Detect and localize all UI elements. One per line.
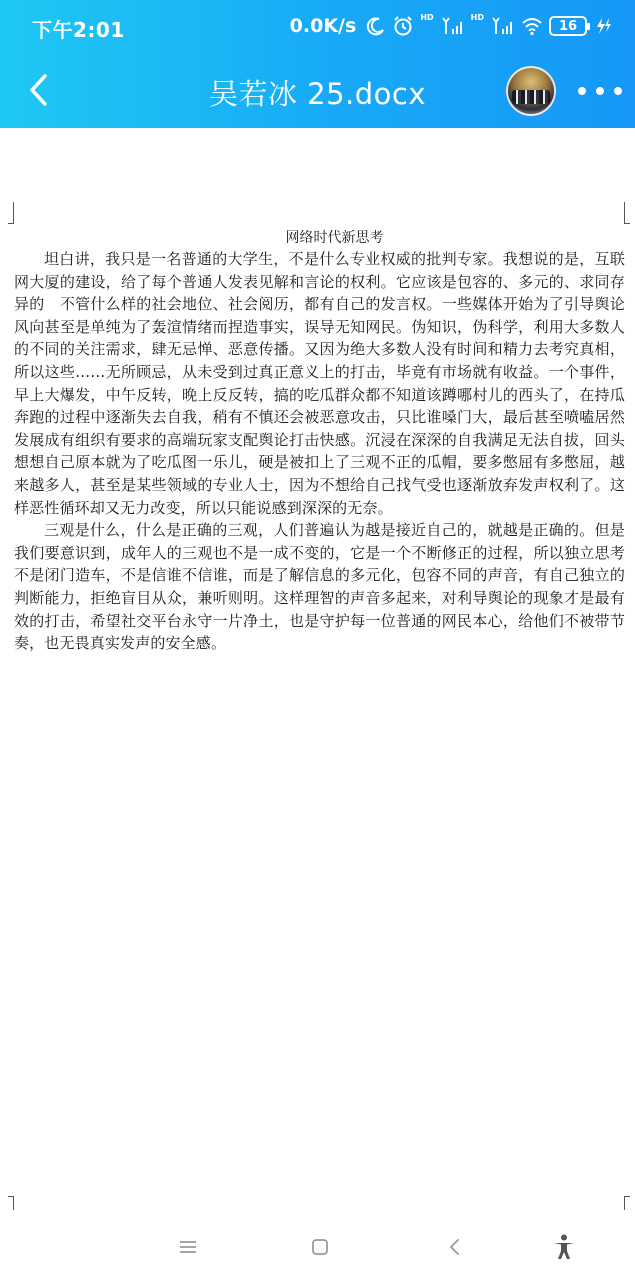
crop-mark (624, 1196, 630, 1210)
crop-mark (624, 202, 630, 224)
back-triangle-icon (447, 1237, 461, 1257)
more-dots-icon (578, 87, 586, 95)
status-time: 下午2:01 (32, 18, 125, 42)
signal-icon (491, 14, 515, 38)
hd-label: HD (470, 13, 484, 22)
status-bar (0, 0, 635, 54)
wifi-icon (521, 14, 543, 38)
document-page[interactable] (0, 128, 635, 1210)
crop-mark (8, 1196, 14, 1210)
top-app-bar (0, 0, 635, 128)
more-dots-icon (614, 87, 622, 95)
menu-icon (178, 1239, 198, 1255)
charging-icon (593, 14, 613, 38)
moon-icon (366, 14, 386, 38)
crop-mark (8, 202, 14, 224)
document-title: 吴若冰 25.docx (208, 77, 427, 111)
avatar[interactable] (506, 66, 556, 116)
home-square-icon (310, 1237, 330, 1257)
signal-icon (441, 14, 465, 38)
more-options-button[interactable] (578, 76, 622, 106)
title-bar (0, 54, 635, 128)
network-speed: 0.0K/s (289, 15, 357, 37)
system-back-button[interactable] (440, 1232, 468, 1262)
home-button[interactable] (306, 1232, 334, 1262)
menu-button[interactable] (174, 1232, 202, 1262)
accessibility-button[interactable] (548, 1232, 580, 1262)
more-dots-icon (596, 87, 604, 95)
battery-icon: 16 (549, 16, 587, 36)
system-navigation-bar (0, 1210, 635, 1284)
hd-label: HD (420, 13, 434, 22)
paragraph: 坦白讲，我只是一名普通的大学生，不是什么专业权威的批判专家。我想说的是，互联网大厦的建设，给了每个普通人发表见解和言论的权利。它应该是包容的、多元的、求同存异的 不管什么样的社会地位、社会阅历，都有自己的发言权。一些媒体开始为了引导舆论风向甚至是单纯为了轰渲情绪而捏造事实，误导无知网民。伪知识，伪科学，利用大多数人的不同的关注需求，肆无忌惮、恶意传播。又因为绝大多数人没有时间和精力去考究真相，所以这些……无所顾忌，从未受到过真正意义上的打击，毕竟有市场就有收益。一个事件，早上大爆发，中午反转，晚上反反转，搞的吃瓜群众都不知道该蹲哪村儿的西头了，在持瓜奔跑的过程中逐渐失去自我，稍有不慎还会被恶意攻击，只比谁嗓门大，最后甚至喷嗑居然发展成有组织有要求的高端玩家支配舆论打击快感。沉浸在深深的自我满足无法自拔，回头想想自己原本就为了吃瓜图一乐儿，硬是被扣上了三观不正的瓜帽，要多憋屈有多憋屈，越来越多人，甚至是某些领域的专业人士，因为不想给自己找气受也逐渐放弃发声权利了。这样恶性循环却又无力改变，所以只能说感到深深的无奈。 (14, 250, 625, 517)
alarm-icon (392, 14, 414, 38)
paragraph: 三观是什么，什么是正确的三观，人们普遍认为越是接近自己的，就越是正确的。但是我们要意识到，成年人的三观也不是一成不变的，它是一个不断修正的过程，所以独立思考不是闭门造车，不是信谁不信谁，而是了解信息的多元化，包容不同的声音，有自己独立的判断能力，拒绝盲目从众，兼听则明。这样理智的声音多起来，对利导舆论的现象才是最有效的打击，希望社交平台永守一片净土，也是守护每一位普通的网民本心，给他们不被带节奏，也无畏真实发声的安全感。 (14, 521, 625, 653)
document-body (14, 228, 625, 655)
document-heading: 网络时代新思考 (285, 230, 384, 246)
accessibility-icon (551, 1233, 577, 1261)
status-icons (290, 12, 613, 40)
